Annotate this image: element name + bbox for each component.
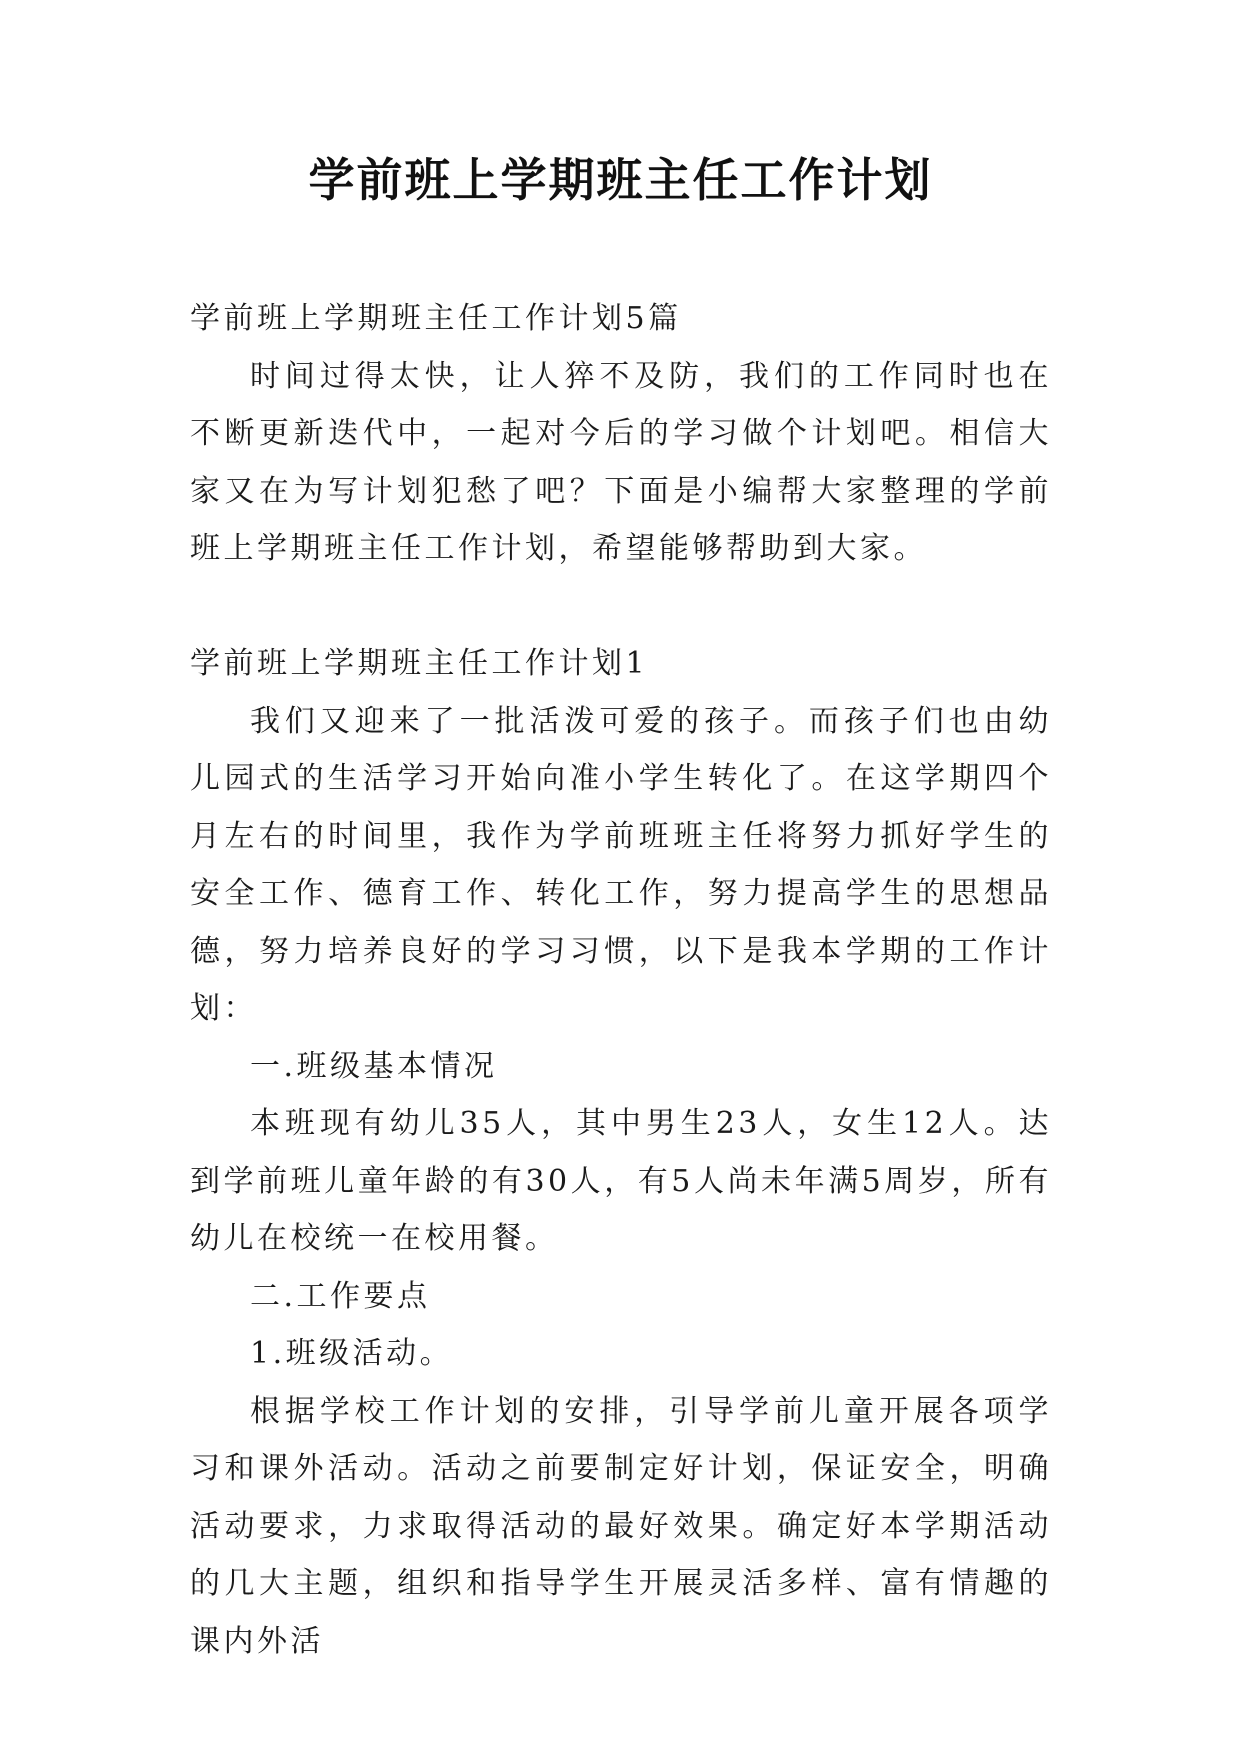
basic-info-paragraph: 本班现有幼儿35人，其中男生23人，女生12人。达到学前班儿童年龄的有30人，有5人尚未年满5周岁，所有幼儿在校统一在校用餐。 — [190, 1106, 1052, 1256]
section-paragraph: 我们又迎来了一批活泼可爱的孩子。而孩子们也由幼儿园式的生活学习开始向准小学生转化了。在这学期四个月左右的时间里，我作为学前班班主任将努力抓好学生的安全工作、德育工作、转化工作，努力提高学生的思想品德，努力培养良好的学习习惯，以下是我本学期的工作计划： — [190, 703, 1052, 1026]
intro-paragraph: 时间过得太快，让人猝不及防，我们的工作同时也在不断更新迭代中，一起对今后的学习做个计划吧。相信大家又在为写计划犯愁了吧？下面是小编帮大家整理的学前班上学期班主任工作计划，希望能够帮助到大家。 — [190, 358, 1052, 566]
page-title: 学前班上学期班主任工作计划 — [308, 153, 933, 207]
class-activities-paragraph: 根据学校工作计划的安排，引导学前儿童开展各项学习和课外活动。活动之前要制定好计划，保证安全，明确活动要求，力求取得活动的最好效果。确定好本学期活动的几大主题，组织和指导学生开展灵活多样、富有情趣的课内外活 — [190, 1393, 1052, 1659]
part-heading-key-points: 二.工作要点 — [250, 1278, 431, 1314]
part-heading-basic-info: 一.班级基本情况 — [250, 1048, 498, 1084]
document-subtitle: 学前班上学期班主任工作计划5篇 — [190, 301, 682, 336]
document-body — [190, 290, 1052, 1670]
paragraph-gap — [190, 578, 1052, 636]
point-heading-class-activities: 1.班级活动。 — [250, 1336, 454, 1371]
section-heading: 学前班上学期班主任工作计划1 — [190, 646, 649, 681]
